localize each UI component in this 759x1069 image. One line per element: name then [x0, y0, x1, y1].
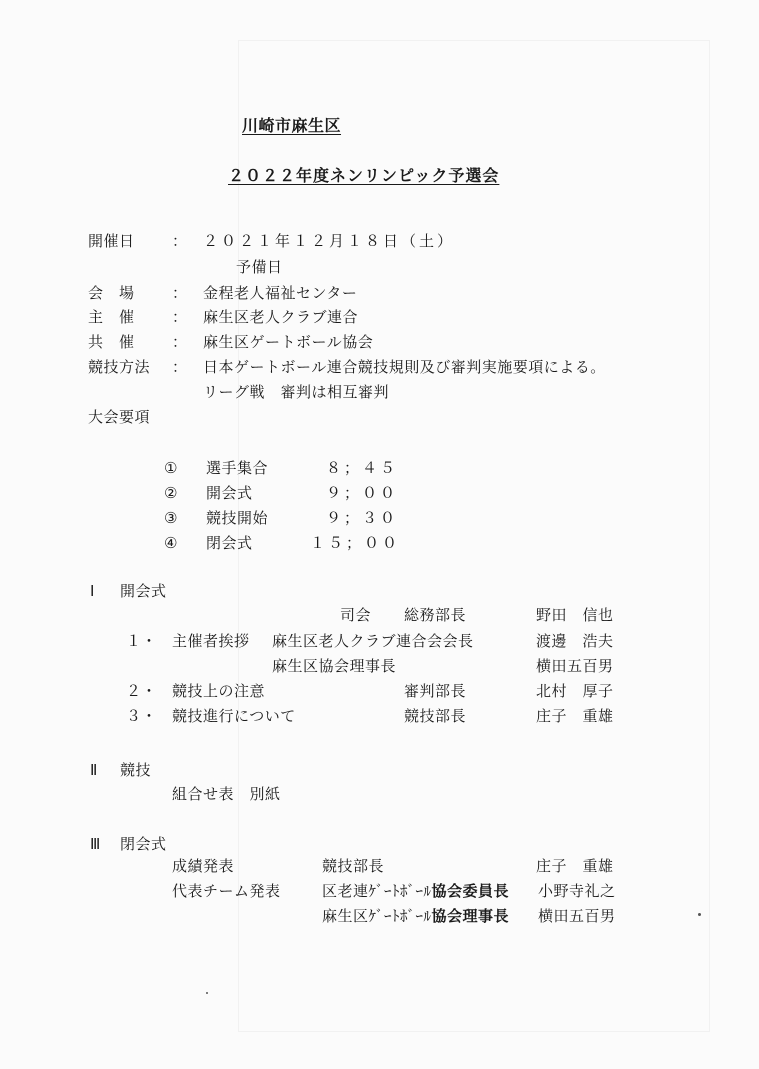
item1b-name: 横田五百男 [536, 657, 614, 675]
schedule-num: ① [164, 459, 178, 477]
row2-title-b: 協会委員長 [431, 882, 510, 900]
date-value: ２０２１年１２月１８日（土） [203, 232, 456, 250]
item1-num: １・ [126, 632, 158, 650]
page-title: ２０２２年度ネンリンピック予選会 [228, 166, 500, 185]
section2-heading: 競技 [120, 761, 152, 779]
section2-note: 組合せ表 別紙 [172, 785, 281, 803]
date-label: 開催日 [88, 232, 135, 250]
scan-speck [698, 913, 701, 916]
schedule-time: １５；００ [310, 534, 401, 552]
item3-num: ３・ [126, 707, 158, 725]
host-colon: ： [172, 308, 188, 326]
schedule-time: ９；３０ [326, 509, 399, 527]
cohost-label: 共 催 [88, 333, 135, 351]
item1-label: 主催者挨拶 [172, 632, 250, 650]
item2-num: ２・ [126, 682, 158, 700]
method-label: 競技方法 [88, 358, 151, 376]
venue-colon: ： [172, 284, 188, 302]
schedule-time: ９；００ [326, 484, 399, 502]
item1b-title: 麻生区協会理事長 [272, 657, 397, 675]
row2-title [322, 881, 509, 901]
schedule-num: ③ [164, 509, 178, 527]
section3-heading: 閉会式 [120, 835, 167, 853]
schedule-label: 競技開始 [206, 509, 269, 527]
row3-title-a: 麻生区ｹﾞｰﾄﾎﾞｰﾙ [322, 907, 432, 925]
schedule-num: ② [164, 484, 178, 502]
schedule-label: 選手集合 [206, 459, 269, 477]
org-name: 川崎市麻生区 [242, 116, 342, 135]
item1-title: 麻生区老人クラブ連合会会長 [272, 632, 474, 650]
row1-title: 競技部長 [322, 857, 385, 875]
schedule-num: ④ [164, 534, 178, 552]
reserve-day-label: 予備日 [236, 258, 283, 276]
item3-name: 庄子 重雄 [536, 707, 614, 725]
mc-title: 総務部長 [404, 606, 467, 624]
row2-title-a: 区老連ｹﾞｰﾄﾎﾞｰﾙ [322, 882, 432, 900]
date-colon: ： [172, 232, 188, 250]
mc-role: 司会 [340, 606, 372, 624]
section3-num: Ⅲ [90, 835, 101, 853]
item2-name: 北村 厚子 [536, 682, 614, 700]
item2-label: 競技上の注意 [172, 682, 266, 700]
row3-title [322, 906, 509, 926]
cohost-value: 麻生区ゲートボール協会 [203, 333, 374, 351]
item1-name: 渡邊 浩夫 [536, 632, 614, 650]
item3-title: 競技部長 [404, 707, 467, 725]
method-colon: ： [172, 358, 188, 376]
section1-num: Ⅰ [90, 582, 95, 600]
method-value-2: リーグ戦 審判は相互審判 [203, 383, 390, 401]
row2-name: 小野寺礼之 [538, 882, 616, 900]
row2-label: 代表チーム発表 [172, 882, 281, 900]
section2-num: Ⅱ [90, 761, 98, 779]
schedule-label: 閉会式 [206, 534, 253, 552]
schedule-time: ８；４５ [326, 459, 399, 477]
schedule-label: 開会式 [206, 484, 253, 502]
method-value-1: 日本ゲートボール連合競技規則及び審判実施要項による。 [203, 358, 606, 376]
host-label: 主 催 [88, 308, 135, 326]
host-value: 麻生区老人クラブ連合 [203, 308, 359, 326]
mc-name: 野田 信也 [536, 606, 614, 624]
row1-name: 庄子 重雄 [536, 857, 614, 875]
row1-label: 成績発表 [172, 857, 235, 875]
item3-label: 競技進行について [172, 707, 296, 725]
item2-title: 審判部長 [404, 682, 467, 700]
row3-title-b: 協会理事長 [431, 907, 510, 925]
venue-label: 会 場 [88, 284, 135, 302]
venue-value: 金程老人福祉センター [203, 284, 358, 302]
scan-speck [206, 992, 208, 994]
section1-heading: 開会式 [120, 582, 167, 600]
outline-label: 大会要項 [88, 408, 151, 426]
cohost-colon: ： [172, 333, 188, 351]
row3-name: 横田五百男 [538, 907, 616, 925]
